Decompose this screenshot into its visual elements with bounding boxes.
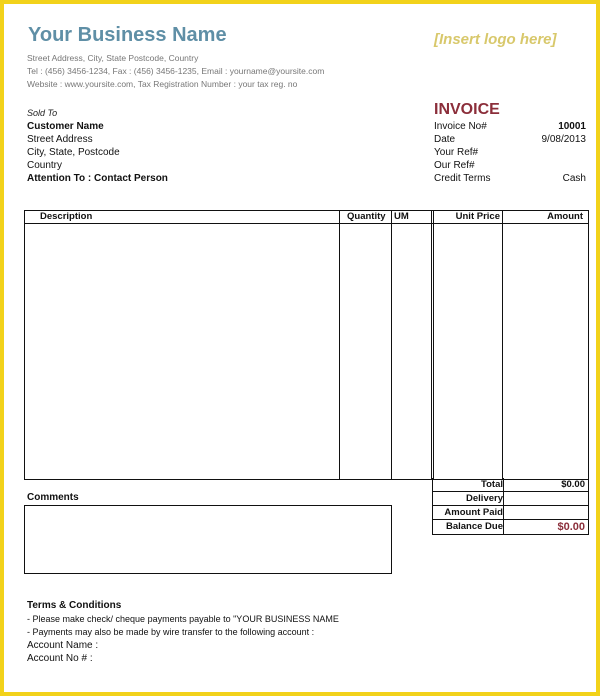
business-name: Your Business Name (28, 24, 227, 46)
column-divider (391, 211, 392, 479)
total-label: Total (481, 479, 503, 490)
column-divider (502, 211, 503, 479)
sold-to-label: Sold To (27, 108, 58, 118)
invoice-number-label: Invoice No# (434, 121, 487, 132)
credit-terms-value: Cash (562, 173, 586, 184)
terms-title: Terms & Conditions (27, 600, 122, 611)
attention-to: Attention To : Contact Person (27, 173, 168, 184)
comments-box[interactable] (24, 505, 392, 574)
date-value: 9/08/2013 (541, 134, 586, 145)
column-divider (339, 211, 340, 479)
balance-due-label: Balance Due (445, 521, 503, 532)
comments-label: Comments (27, 492, 79, 503)
total-row (433, 478, 588, 492)
logo-placeholder: [Insert logo here] (434, 31, 557, 48)
business-contact: Tel : (456) 3456-1234, Fax : (456) 3456-1235, Email : yourname@yoursite.com (27, 66, 325, 76)
customer-city: City, State, Postcode (27, 147, 120, 158)
line-items-table (24, 210, 589, 480)
business-website: Website : www.yoursite.com, Tax Registration Number : your tax reg. no (27, 79, 298, 89)
column-header-description: Description (40, 211, 93, 222)
terms-line: - Payments may also be made by wire transfer to the following account : (27, 627, 315, 637)
column-divider (431, 211, 434, 479)
customer-name: Customer Name (27, 121, 104, 132)
delivery-row (433, 492, 588, 506)
business-address: Street Address, City, State Postcode, Country (27, 53, 199, 63)
invoice-number-value: 10001 (558, 121, 586, 132)
column-header-unit-price: Unit Price (455, 211, 500, 222)
credit-terms-label: Credit Terms (434, 173, 491, 184)
column-header-amount: Amount (547, 211, 583, 222)
customer-country: Country (27, 160, 63, 171)
column-header-um: UM (394, 211, 409, 222)
amount-paid-label: Amount Paid (444, 507, 503, 518)
totals-block (432, 478, 589, 535)
terms-line: - Please make check/ cheque payments payable to "YOUR BUSINESS NAME (27, 614, 339, 624)
column-header-quantity: Quantity (347, 211, 386, 222)
table-header-row (25, 211, 588, 224)
your-ref-label: Your Ref# (434, 147, 479, 158)
date-label: Date (434, 134, 456, 145)
delivery-label: Delivery (466, 493, 503, 504)
our-ref-label: Our Ref# (434, 160, 475, 171)
balance-due-row (433, 520, 588, 534)
total-value: $0.00 (561, 479, 585, 490)
account-name-label: Account Name : (27, 640, 99, 651)
balance-due-value: $0.00 (557, 521, 585, 533)
customer-street: Street Address (27, 134, 93, 145)
account-number-label: Account No # : (27, 653, 93, 664)
amount-paid-row (433, 506, 588, 520)
invoice-title: INVOICE (434, 101, 500, 118)
